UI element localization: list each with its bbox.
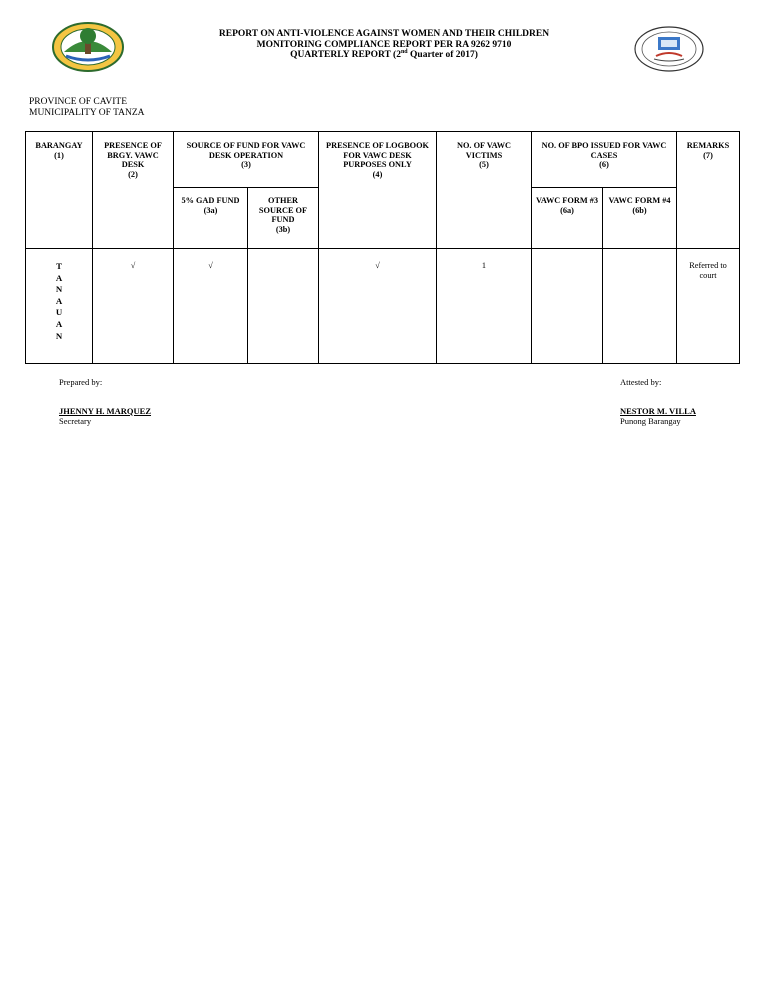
form3-cell	[532, 249, 603, 364]
table-header-row	[26, 132, 740, 188]
col-form4-header: VAWC FORM #4 (6b)	[603, 188, 677, 249]
col-form3-header: VAWC FORM #3 (6a)	[532, 188, 603, 249]
attested-by-block	[620, 377, 696, 427]
other-fund-cell	[248, 249, 319, 364]
col-logbook-header: PRESENCE OF LOGBOOK FOR VAWC DESK PURPOSES ONLY (4)	[319, 132, 437, 249]
barangay-name-vertical: T A N A U A N	[55, 261, 63, 341]
municipality-label: MUNICIPALITY OF TANZA	[29, 108, 145, 118]
col-bpo-header: NO. OF BPO ISSUED FOR VAWC CASES (6)	[532, 132, 677, 188]
report-header	[180, 29, 588, 61]
desk-cell: √	[93, 249, 174, 364]
col-vawc-desk-header: PRESENCE OF BRGY. VAWC DESK (2)	[93, 132, 174, 249]
attested-by-label: Attested by:	[620, 377, 662, 387]
col-other-fund-header: OTHER SOURCE OF FUND (3b)	[248, 188, 319, 249]
report-table	[25, 131, 740, 364]
barangay-seal-logo	[52, 22, 124, 72]
col-fund-source-header: SOURCE OF FUND FOR VAWC DESK OPERATION (3)	[174, 132, 319, 188]
barangay-cell	[26, 249, 93, 364]
location-block	[29, 97, 145, 119]
prepared-by-label: Prepared by:	[59, 377, 103, 387]
report-period: QUARTERLY REPORT (2nd Quarter of 2017)	[290, 48, 478, 60]
prepared-by-block	[59, 377, 151, 427]
report-title: REPORT ON ANTI-VIOLENCE AGAINST WOMEN AND THEIR CHILDREN	[218, 29, 550, 39]
logbook-cell: √	[319, 249, 437, 364]
gad-fund-cell: √	[174, 249, 248, 364]
attested-by-role: Punong Barangay	[620, 416, 681, 426]
report-subtitle: MONITORING COMPLIANCE REPORT PER RA 9262 9710	[256, 39, 512, 50]
form4-cell	[603, 249, 677, 364]
col-barangay-header: BARANGAY (1)	[26, 132, 93, 249]
prepared-by-role: Secretary	[59, 416, 92, 426]
table-row	[26, 249, 740, 364]
prepared-by-name: JHENNY H. MARQUEZ	[59, 405, 152, 416]
col-victims-header: NO. OF VAWC VICTIMS (5)	[437, 132, 532, 249]
municipal-seal-logo	[634, 26, 704, 72]
victims-cell: 1	[437, 249, 532, 364]
col-remarks-header: REMARKS (7)	[677, 132, 740, 249]
remarks-cell: Referred to court	[677, 249, 740, 364]
col-gad-fund-header: 5% GAD FUND (3a)	[174, 188, 248, 249]
province-label: PROVINCE OF CAVITE	[29, 97, 128, 107]
attested-by-name: NESTOR M. VILLA	[620, 405, 696, 416]
